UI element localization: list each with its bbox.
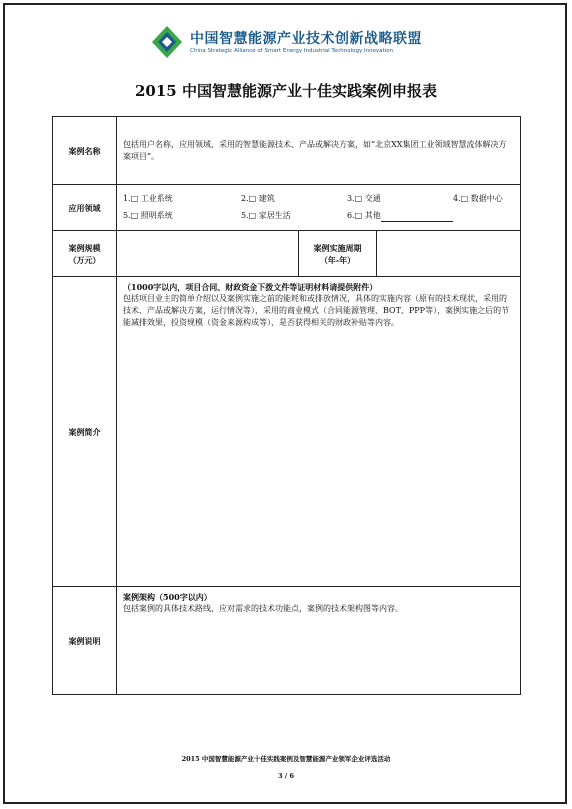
case-name-hint: 包括用户名称，应用领域，采用的智慧能源技术、产品或解决方案，如“北京XX集团工业领域智慧流体解决方案项目”。 xyxy=(123,139,507,161)
option-lighting[interactable]: 5.□ 照明系统 xyxy=(123,211,173,220)
intro-hint: 包括项目业主的简单介绍以及案例实施之前的能耗和或排放情况，具体的实施内容（原有的技术现状，采用的技术、产品或解决方案，运行情况等），采用的商业模式（合同能源管理、BOT、PPP等），案例实施之后的节能减排效果，投资规模（资金来源构成等），是否获得相关的财政补贴等内容。 xyxy=(123,294,510,327)
row-case-name xyxy=(53,117,521,185)
application-label: 应用领域 xyxy=(53,185,117,231)
scale-field[interactable] xyxy=(117,231,299,277)
row-intro xyxy=(53,277,521,587)
option-industrial[interactable]: 1.□ 工业系统 xyxy=(123,194,173,203)
desc-field[interactable] xyxy=(117,587,521,695)
scale-label: 案例规模 （万元） xyxy=(53,231,117,277)
desc-label: 案例说明 xyxy=(53,587,117,695)
option-other[interactable]: 6.□ 其他 xyxy=(347,210,453,222)
org-name-cn: 中国智慧能源产业技术创新战略联盟 xyxy=(190,31,422,47)
alliance-logo-icon xyxy=(150,24,184,60)
footer-text: 2015 中国智慧能源产业十佳实践案例及智慧能源产业领军企业评选活动 xyxy=(181,755,391,763)
document-title: 2015 中国智慧能源产业十佳实践案例申报表 xyxy=(135,82,437,100)
intro-label: 案例简介 xyxy=(53,277,117,587)
period-field[interactable] xyxy=(377,231,521,277)
case-name-label: 案例名称 xyxy=(53,117,117,185)
alliance-logo xyxy=(150,24,440,64)
period-label: 案例实施周期 （年-年） xyxy=(299,231,377,277)
application-form xyxy=(52,116,521,695)
row-desc xyxy=(53,587,521,695)
option-building[interactable]: 2.□ 建筑 xyxy=(241,194,275,203)
other-input-line[interactable] xyxy=(381,213,453,222)
row-application xyxy=(53,185,521,231)
row-scale xyxy=(53,231,521,277)
intro-field[interactable] xyxy=(117,277,521,587)
application-options xyxy=(117,185,521,231)
option-home[interactable]: 5.□ 家居生活 xyxy=(241,211,291,220)
desc-sub-bold: 案例架构（500字以内） xyxy=(123,592,212,602)
page-number: 3 / 6 xyxy=(278,772,294,780)
option-transport[interactable]: 3.□ 交通 xyxy=(347,194,381,203)
intro-hint-bold: （1000字以内，项目合同、财政资金下拨文件等证明材料请提供附件） xyxy=(123,282,378,292)
org-name-en: China Strategic Alliance of Smart Energy Industrial Technology Innovation xyxy=(190,48,394,54)
case-name-field[interactable] xyxy=(117,117,521,185)
option-datacenter[interactable]: 4.□ 数据中心 xyxy=(453,194,503,203)
desc-hint: 包括案例的具体技术路线，应对需求的技术功能点，案例的技术架构图等内容。 xyxy=(123,604,403,613)
